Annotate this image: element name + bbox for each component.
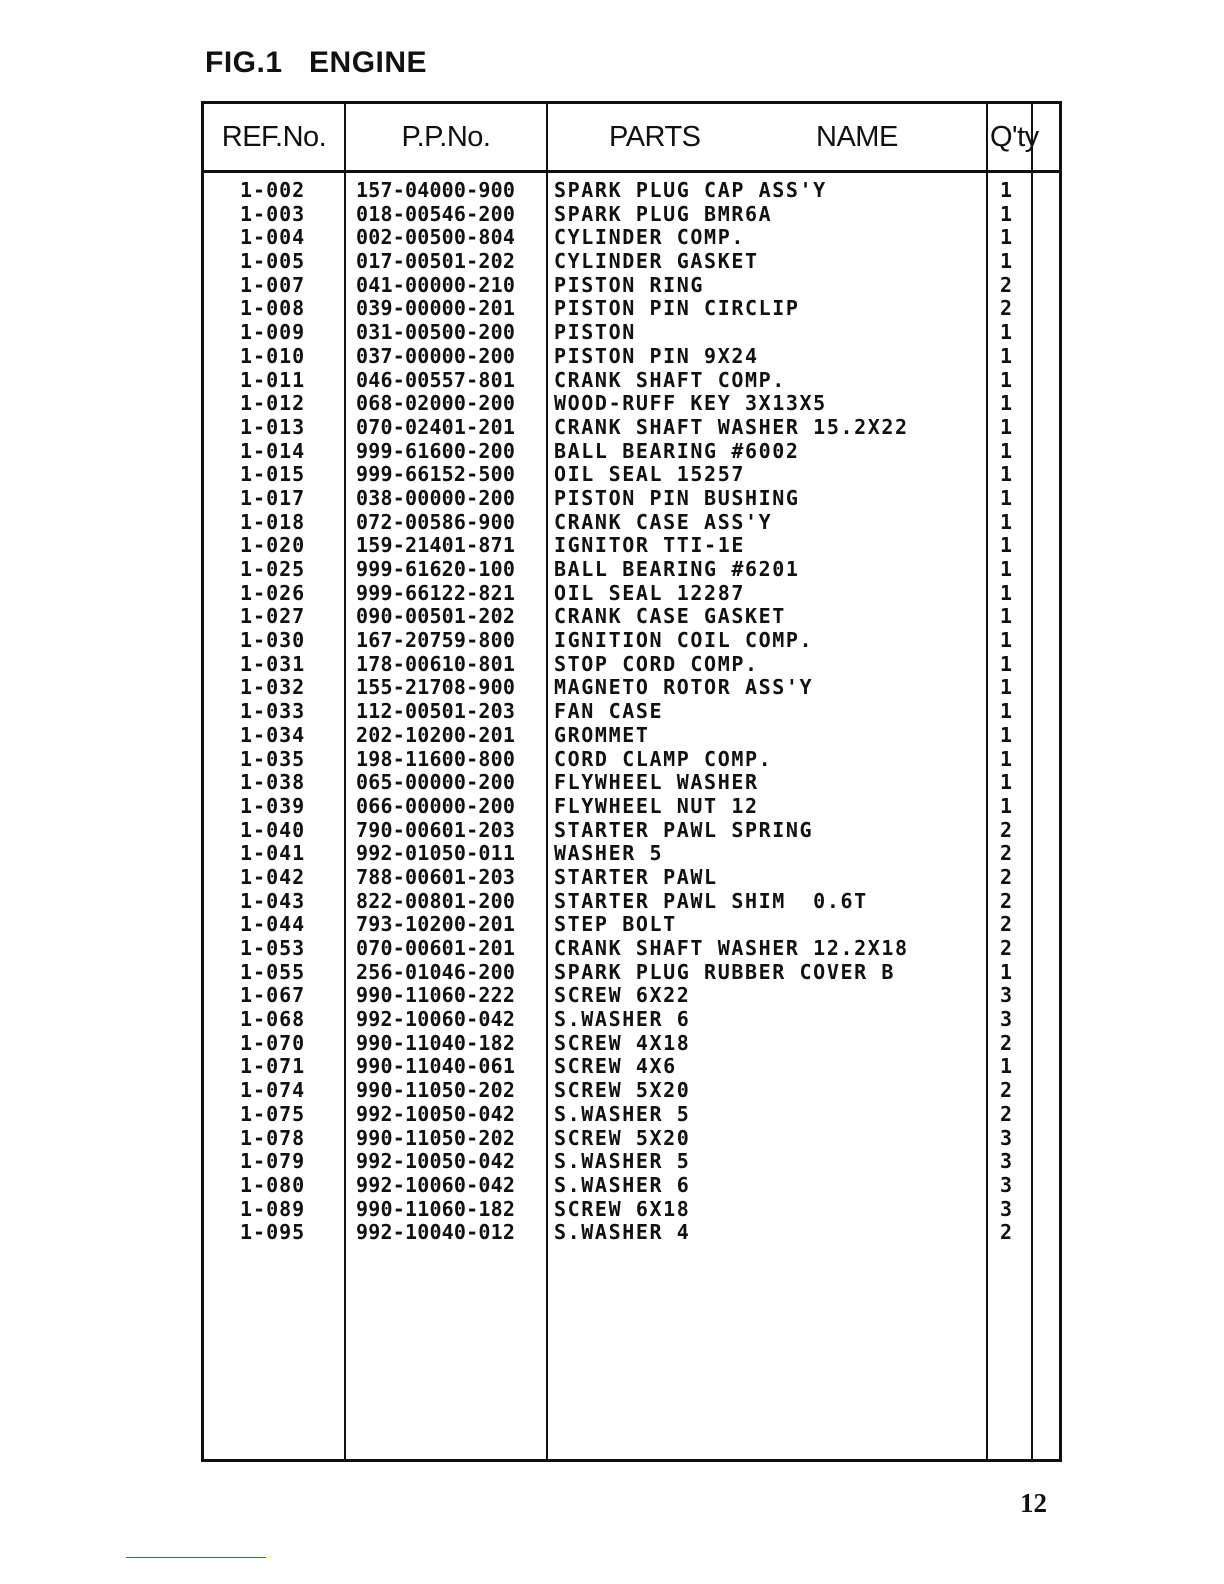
quantity: 2 bbox=[1000, 842, 1013, 866]
part-number: 990-11050-202 bbox=[356, 1126, 516, 1150]
table-row bbox=[204, 226, 1059, 250]
part-number: 046-00557-801 bbox=[356, 368, 516, 392]
part-name: STARTER PAWL bbox=[554, 865, 718, 889]
quantity: 3 bbox=[1000, 1150, 1013, 1174]
quantity: 2 bbox=[1000, 865, 1013, 889]
ref-number: 1-030 bbox=[240, 629, 306, 653]
part-name: PISTON bbox=[554, 321, 636, 345]
part-number: 992-10050-042 bbox=[356, 1102, 516, 1126]
quantity: 1 bbox=[1000, 652, 1013, 676]
table-row bbox=[204, 558, 1059, 582]
quantity: 2 bbox=[1000, 913, 1013, 937]
ref-number: 1-068 bbox=[240, 1008, 306, 1032]
quantity: 1 bbox=[1000, 534, 1013, 558]
part-name: S.WASHER 6 bbox=[554, 1008, 691, 1032]
ref-number: 1-042 bbox=[240, 865, 306, 889]
quantity: 2 bbox=[1000, 937, 1013, 960]
quantity: 1 bbox=[1000, 415, 1013, 439]
ref-number: 1-078 bbox=[240, 1126, 306, 1150]
part-name: PISTON PIN BUSHING bbox=[554, 486, 800, 510]
ref-number: 1-020 bbox=[240, 534, 306, 558]
quantity: 2 bbox=[1000, 297, 1013, 321]
table-row bbox=[204, 984, 1059, 1008]
part-number: 065-00000-200 bbox=[356, 771, 516, 795]
ref-number: 1-005 bbox=[240, 250, 306, 274]
ref-number: 1-044 bbox=[240, 913, 306, 937]
quantity: 2 bbox=[1000, 1102, 1013, 1126]
table-row bbox=[204, 961, 1059, 985]
page-number: 12 bbox=[1020, 1488, 1047, 1518]
table-row bbox=[204, 819, 1059, 843]
ref-number: 1-010 bbox=[240, 344, 306, 368]
part-name: STARTER PAWL SHIM 0.6T bbox=[554, 889, 868, 913]
part-number: 990-11040-182 bbox=[356, 1031, 516, 1055]
part-number: 999-61600-200 bbox=[356, 439, 516, 463]
part-name: CRANK SHAFT WASHER 15.2X22 bbox=[554, 415, 909, 439]
quantity: 2 bbox=[1000, 273, 1013, 297]
header-divider bbox=[204, 170, 1059, 173]
part-name: SPARK PLUG BMR6A bbox=[554, 202, 773, 226]
part-number: 039-00000-201 bbox=[356, 297, 516, 321]
ref-number: 1-011 bbox=[240, 368, 306, 392]
part-name: STOP CORD COMP. bbox=[554, 652, 759, 676]
table-row bbox=[204, 700, 1059, 724]
quantity: 2 bbox=[1000, 1079, 1013, 1103]
ref-number: 1-026 bbox=[240, 581, 306, 605]
part-name: STEP BOLT bbox=[554, 913, 677, 937]
part-name: SCREW 4X6 bbox=[554, 1055, 677, 1079]
part-number: 090-00501-202 bbox=[356, 605, 516, 629]
table-row bbox=[204, 937, 1059, 961]
part-name: SCREW 6X22 bbox=[554, 984, 691, 1008]
part-number: 002-00500-804 bbox=[356, 226, 516, 250]
table-row bbox=[204, 842, 1059, 866]
part-name: PISTON PIN CIRCLIP bbox=[554, 297, 800, 321]
table-row bbox=[204, 1198, 1059, 1222]
ref-number: 1-080 bbox=[240, 1173, 306, 1197]
table-row bbox=[204, 203, 1059, 227]
quantity: 1 bbox=[1000, 179, 1013, 202]
table-row bbox=[204, 1079, 1059, 1103]
part-number: 990-11060-182 bbox=[356, 1197, 516, 1221]
part-name: FLYWHEEL NUT 12 bbox=[554, 794, 759, 818]
part-name: CYLINDER COMP. bbox=[554, 226, 745, 250]
table-row bbox=[204, 653, 1059, 677]
ref-number: 1-079 bbox=[240, 1150, 306, 1174]
part-name: CRANK SHAFT COMP. bbox=[554, 368, 786, 392]
quantity: 1 bbox=[1000, 558, 1013, 581]
part-name: IGNITOR TTI-1E bbox=[554, 534, 745, 558]
part-number: 999-66122-821 bbox=[356, 581, 516, 605]
ref-number: 1-004 bbox=[240, 226, 306, 250]
part-number: 992-10060-042 bbox=[356, 1173, 516, 1197]
table-row bbox=[204, 534, 1059, 558]
part-name: MAGNETO ROTOR ASS'Y bbox=[554, 676, 814, 700]
parts-list bbox=[204, 179, 1059, 1245]
table-row bbox=[204, 771, 1059, 795]
table-row bbox=[204, 250, 1059, 274]
quantity: 2 bbox=[1000, 1031, 1013, 1055]
ref-number: 1-095 bbox=[240, 1221, 306, 1245]
ref-number: 1-003 bbox=[240, 202, 306, 226]
part-name: BALL BEARING #6201 bbox=[554, 558, 800, 581]
ref-number: 1-067 bbox=[240, 984, 306, 1008]
part-number: 167-20759-800 bbox=[356, 629, 516, 653]
part-name: CRANK CASE ASS'Y bbox=[554, 510, 773, 534]
quantity: 1 bbox=[1000, 344, 1013, 368]
table-row bbox=[204, 392, 1059, 416]
table-row bbox=[204, 274, 1059, 298]
table-row bbox=[204, 321, 1059, 345]
quantity: 1 bbox=[1000, 771, 1013, 795]
quantity: 1 bbox=[1000, 439, 1013, 463]
header-pp: P.P.No. bbox=[401, 120, 491, 153]
header-qty: Q'ty bbox=[990, 120, 1039, 153]
table-row bbox=[204, 629, 1059, 653]
quantity: 1 bbox=[1000, 368, 1013, 392]
part-number: 992-10050-042 bbox=[356, 1150, 516, 1174]
table-row bbox=[204, 676, 1059, 700]
table-row bbox=[204, 1032, 1059, 1056]
part-number: 198-11600-800 bbox=[356, 747, 516, 771]
header-ref: REF.No. bbox=[221, 120, 327, 153]
ref-number: 1-043 bbox=[240, 889, 306, 913]
ref-number: 1-071 bbox=[240, 1055, 306, 1079]
part-number: 999-61620-100 bbox=[356, 558, 516, 581]
quantity: 1 bbox=[1000, 747, 1013, 771]
table-row bbox=[204, 1127, 1059, 1151]
quantity: 1 bbox=[1000, 321, 1013, 345]
part-number: 990-11050-202 bbox=[356, 1079, 516, 1103]
quantity: 1 bbox=[1000, 629, 1013, 653]
ref-number: 1-015 bbox=[240, 463, 306, 487]
part-name: S.WASHER 5 bbox=[554, 1102, 691, 1126]
table-row bbox=[204, 345, 1059, 369]
ref-number: 1-039 bbox=[240, 794, 306, 818]
ref-number: 1-089 bbox=[240, 1197, 306, 1221]
part-name: PISTON RING bbox=[554, 273, 705, 297]
part-name: WASHER 5 bbox=[554, 842, 664, 866]
quantity: 1 bbox=[1000, 463, 1013, 487]
part-number: 202-10200-201 bbox=[356, 723, 516, 747]
part-name: SPARK PLUG CAP ASS'Y bbox=[554, 179, 827, 202]
part-number: 072-00586-900 bbox=[356, 510, 516, 534]
part-number: 068-02000-200 bbox=[356, 392, 516, 416]
part-name: CYLINDER GASKET bbox=[554, 250, 759, 274]
ref-number: 1-007 bbox=[240, 273, 306, 297]
table-row bbox=[204, 795, 1059, 819]
part-number: 157-04000-900 bbox=[356, 179, 516, 202]
part-number: 112-00501-203 bbox=[356, 700, 516, 724]
table-row bbox=[204, 297, 1059, 321]
part-number: 070-02401-201 bbox=[356, 415, 516, 439]
part-name: SCREW 4X18 bbox=[554, 1031, 691, 1055]
table-row bbox=[204, 369, 1059, 393]
table-row bbox=[204, 748, 1059, 772]
part-number: 992-01050-011 bbox=[356, 842, 516, 866]
quantity: 3 bbox=[1000, 1197, 1013, 1221]
table-row bbox=[204, 440, 1059, 464]
table-row bbox=[204, 1055, 1059, 1079]
part-number: 990-11040-061 bbox=[356, 1055, 516, 1079]
ref-number: 1-034 bbox=[240, 723, 306, 747]
table-row bbox=[204, 511, 1059, 535]
ref-number: 1-002 bbox=[240, 179, 306, 202]
part-name: SCREW 5X20 bbox=[554, 1126, 691, 1150]
part-name: S.WASHER 4 bbox=[554, 1221, 691, 1245]
part-name: WOOD-RUFF KEY 3X13X5 bbox=[554, 392, 827, 416]
table-row bbox=[204, 1150, 1059, 1174]
table-row bbox=[204, 1174, 1059, 1198]
part-number: 070-00601-201 bbox=[356, 937, 516, 960]
ref-number: 1-033 bbox=[240, 700, 306, 724]
part-name: OIL SEAL 12287 bbox=[554, 581, 745, 605]
quantity: 1 bbox=[1000, 392, 1013, 416]
part-name: SCREW 5X20 bbox=[554, 1079, 691, 1103]
ref-number: 1-040 bbox=[240, 818, 306, 842]
figure-label: FIG.1 bbox=[205, 46, 283, 79]
table-row bbox=[204, 582, 1059, 606]
part-number: 788-00601-203 bbox=[356, 865, 516, 889]
ref-number: 1-041 bbox=[240, 842, 306, 866]
table-row bbox=[204, 890, 1059, 914]
quantity: 3 bbox=[1000, 984, 1013, 1008]
ref-number: 1-053 bbox=[240, 937, 306, 960]
part-number: 041-00000-210 bbox=[356, 273, 516, 297]
part-number: 178-00610-801 bbox=[356, 652, 516, 676]
ref-number: 1-055 bbox=[240, 960, 306, 984]
part-name: CRANK SHAFT WASHER 12.2X18 bbox=[554, 937, 909, 960]
part-number: 790-00601-203 bbox=[356, 818, 516, 842]
part-name: IGNITION COIL COMP. bbox=[554, 629, 814, 653]
table-row bbox=[204, 605, 1059, 629]
ref-number: 1-074 bbox=[240, 1079, 306, 1103]
part-number: 999-66152-500 bbox=[356, 463, 516, 487]
part-name: FLYWHEEL WASHER bbox=[554, 771, 759, 795]
table-row bbox=[204, 416, 1059, 440]
part-name: S.WASHER 5 bbox=[554, 1150, 691, 1174]
table-row bbox=[204, 1008, 1059, 1032]
part-name: PISTON PIN 9X24 bbox=[554, 344, 759, 368]
table-row bbox=[204, 179, 1059, 203]
part-number: 038-00000-200 bbox=[356, 486, 516, 510]
ref-number: 1-008 bbox=[240, 297, 306, 321]
ref-number: 1-012 bbox=[240, 392, 306, 416]
part-number: 256-01046-200 bbox=[356, 960, 516, 984]
quantity: 1 bbox=[1000, 605, 1013, 629]
header-parts: PARTS bbox=[609, 120, 701, 153]
part-number: 066-00000-200 bbox=[356, 794, 516, 818]
header-name: NAME bbox=[816, 120, 898, 153]
table-row bbox=[204, 913, 1059, 937]
quantity: 1 bbox=[1000, 250, 1013, 274]
part-name: STARTER PAWL SPRING bbox=[554, 818, 814, 842]
part-number: 822-00801-200 bbox=[356, 889, 516, 913]
ref-number: 1-013 bbox=[240, 415, 306, 439]
quantity: 1 bbox=[1000, 1055, 1013, 1079]
ref-number: 1-038 bbox=[240, 771, 306, 795]
part-name: FAN CASE bbox=[554, 700, 664, 724]
ref-number: 1-017 bbox=[240, 486, 306, 510]
part-name: SCREW 6X18 bbox=[554, 1197, 691, 1221]
table-row bbox=[204, 866, 1059, 890]
quantity: 1 bbox=[1000, 676, 1013, 700]
table-row bbox=[204, 724, 1059, 748]
ref-number: 1-014 bbox=[240, 439, 306, 463]
quantity: 1 bbox=[1000, 960, 1013, 984]
ref-number: 1-032 bbox=[240, 676, 306, 700]
quantity: 1 bbox=[1000, 794, 1013, 818]
ref-number: 1-070 bbox=[240, 1031, 306, 1055]
ref-number: 1-009 bbox=[240, 321, 306, 345]
quantity: 3 bbox=[1000, 1173, 1013, 1197]
part-number: 155-21708-900 bbox=[356, 676, 516, 700]
quantity: 1 bbox=[1000, 700, 1013, 724]
table-row bbox=[204, 1221, 1059, 1245]
ref-number: 1-035 bbox=[240, 747, 306, 771]
figure-title bbox=[205, 46, 427, 80]
part-name: CRANK CASE GASKET bbox=[554, 605, 786, 629]
part-number: 031-00500-200 bbox=[356, 321, 516, 345]
part-name: GROMMET bbox=[554, 723, 650, 747]
part-name: CORD CLAMP COMP. bbox=[554, 747, 773, 771]
quantity: 1 bbox=[1000, 202, 1013, 226]
part-number: 992-10060-042 bbox=[356, 1008, 516, 1032]
parts-table bbox=[201, 101, 1062, 1462]
part-number: 159-21401-871 bbox=[356, 534, 516, 558]
part-number: 793-10200-201 bbox=[356, 913, 516, 937]
quantity: 2 bbox=[1000, 889, 1013, 913]
quantity: 1 bbox=[1000, 723, 1013, 747]
quantity: 1 bbox=[1000, 486, 1013, 510]
quantity: 2 bbox=[1000, 1221, 1013, 1245]
quantity: 1 bbox=[1000, 581, 1013, 605]
quantity: 3 bbox=[1000, 1126, 1013, 1150]
part-name: OIL SEAL 15257 bbox=[554, 463, 745, 487]
quantity: 2 bbox=[1000, 818, 1013, 842]
quantity: 1 bbox=[1000, 226, 1013, 250]
ref-number: 1-031 bbox=[240, 652, 306, 676]
figure-heading: ENGINE bbox=[309, 46, 428, 79]
part-number: 990-11060-222 bbox=[356, 984, 516, 1008]
footer-rule bbox=[126, 1557, 266, 1558]
table-row bbox=[204, 1103, 1059, 1127]
part-name: SPARK PLUG RUBBER COVER B bbox=[554, 960, 896, 984]
quantity: 3 bbox=[1000, 1008, 1013, 1032]
ref-number: 1-027 bbox=[240, 605, 306, 629]
ref-number: 1-075 bbox=[240, 1102, 306, 1126]
table-row bbox=[204, 463, 1059, 487]
part-name: S.WASHER 6 bbox=[554, 1173, 691, 1197]
ref-number: 1-025 bbox=[240, 558, 306, 581]
part-number: 037-00000-200 bbox=[356, 344, 516, 368]
quantity: 1 bbox=[1000, 510, 1013, 534]
table-row bbox=[204, 487, 1059, 511]
part-number: 017-00501-202 bbox=[356, 250, 516, 274]
part-name: BALL BEARING #6002 bbox=[554, 439, 800, 463]
ref-number: 1-018 bbox=[240, 510, 306, 534]
part-number: 992-10040-012 bbox=[356, 1221, 516, 1245]
part-number: 018-00546-200 bbox=[356, 202, 516, 226]
